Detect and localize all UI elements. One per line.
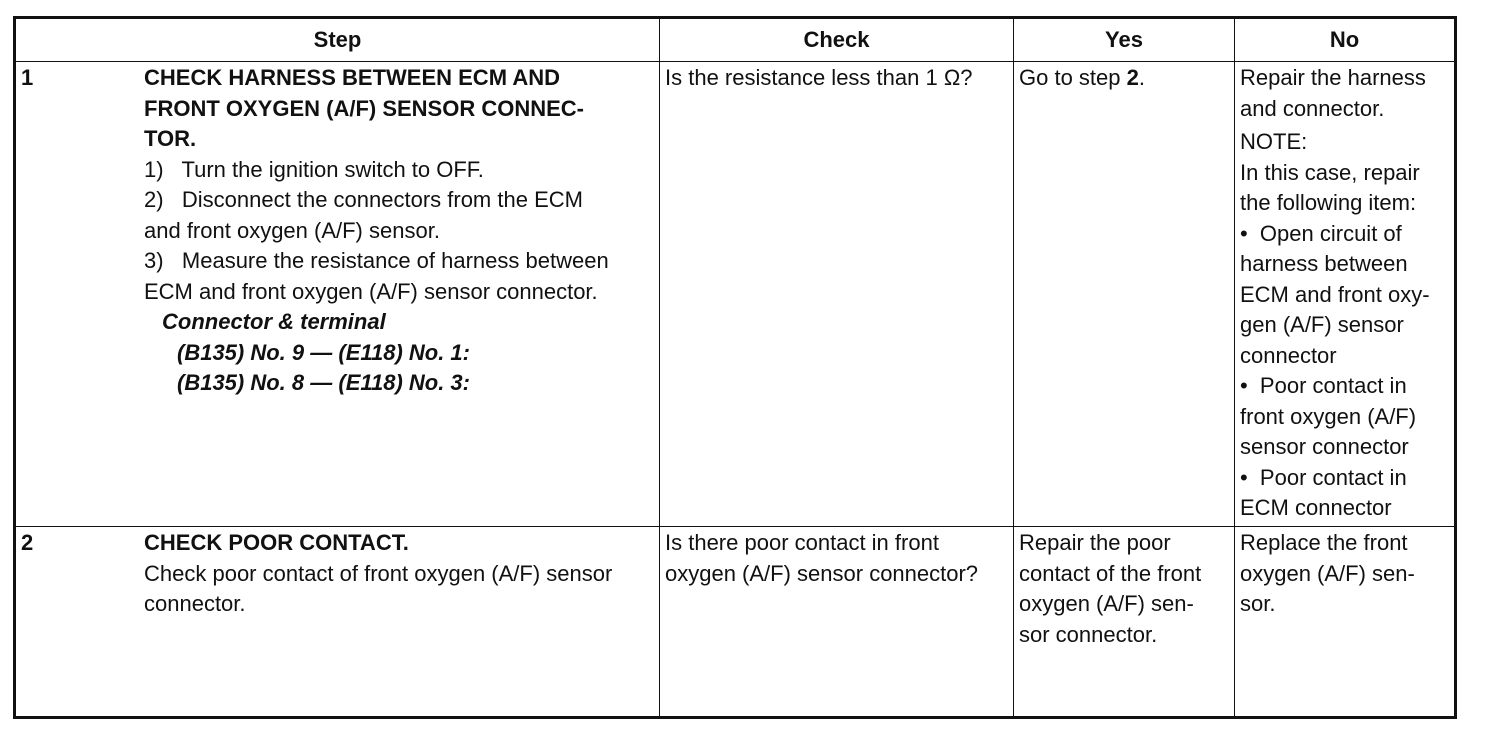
no-line: connector <box>1240 342 1337 368</box>
header-row <box>15 18 1456 62</box>
step-body <box>144 63 655 399</box>
no-line: sor. <box>1240 591 1276 616</box>
connector-terminal-line: (B135) No. 9 — (E118) No. 1: <box>177 339 470 365</box>
no-line: ECM connector <box>1240 495 1392 520</box>
procedure-line: ECM and front oxygen (A/F) sensor connector. <box>144 278 598 304</box>
procedure-line: 1) Turn the ignition switch to OFF. <box>144 156 484 182</box>
step-title-line: FRONT OXYGEN (A/F) SENSOR CONNEC- <box>144 95 585 121</box>
connector-terminal-title: Connector & terminal <box>162 309 386 334</box>
table-row <box>15 62 1456 527</box>
step-cell <box>15 62 660 527</box>
bullet-line: • Poor contact in <box>1240 373 1407 398</box>
yes-text <box>1019 63 1230 94</box>
yes-line: Repair the poor <box>1019 530 1171 555</box>
no-cell <box>1235 527 1456 718</box>
yes-cell <box>1014 527 1235 718</box>
header-yes: Yes <box>1014 18 1235 62</box>
procedure-line: 3) Measure the resistance of harness between <box>144 248 609 273</box>
yes-line: oxygen (A/F) sen- <box>1019 591 1194 616</box>
yes-line: sor connector. <box>1019 621 1158 647</box>
step-title-line: CHECK HARNESS BETWEEN ECM AND <box>144 65 560 90</box>
check-text: Is the resistance less than 1 Ω? <box>665 65 973 90</box>
no-line: sensor connector <box>1240 434 1409 459</box>
no-line: In this case, repair <box>1240 159 1420 185</box>
check-line: Is there poor contact in front <box>665 530 939 555</box>
yes-line: contact of the front <box>1019 560 1202 586</box>
no-line: and connector. <box>1240 95 1385 121</box>
diagnostic-table <box>13 16 1457 719</box>
procedure-line: 2) Disconnect the connectors from the ECM <box>144 187 583 212</box>
no-line: Repair the harness <box>1240 65 1426 90</box>
procedure-line: Check poor contact of front oxygen (A/F) sensor <box>144 560 613 586</box>
yes-prefix: Go to step <box>1019 65 1127 90</box>
step-number: 1 <box>21 65 34 90</box>
step-title-line: CHECK POOR CONTACT. <box>144 530 409 555</box>
step-number: 2 <box>21 530 34 555</box>
no-line: front oxygen (A/F) <box>1240 403 1417 429</box>
yes-suffix: . <box>1138 65 1145 90</box>
note-label: NOTE: <box>1240 129 1308 154</box>
check-cell <box>660 527 1014 718</box>
no-cell <box>1235 62 1456 527</box>
no-line: oxygen (A/F) sen- <box>1240 560 1415 586</box>
yes-cell <box>1014 62 1235 527</box>
procedure-line: connector. <box>144 591 246 616</box>
no-line: the following item: <box>1240 190 1417 215</box>
header-check: Check <box>660 18 1014 62</box>
connector-terminal-line: (B135) No. 8 — (E118) No. 3: <box>177 370 470 395</box>
step-cell <box>15 527 660 718</box>
table-row <box>15 527 1456 718</box>
header-step: Step <box>15 18 660 62</box>
no-line: harness between <box>1240 251 1408 276</box>
yes-step-link[interactable]: 2 <box>1126 65 1139 90</box>
step-body <box>144 528 655 620</box>
no-line: Replace the front <box>1240 530 1408 555</box>
bullet-line: • Poor contact in <box>1240 464 1407 490</box>
no-line: gen (A/F) sensor <box>1240 312 1404 337</box>
procedure-line: and front oxygen (A/F) sensor. <box>144 217 440 243</box>
step-title-line: TOR. <box>144 126 197 151</box>
check-line: oxygen (A/F) sensor connector? <box>665 560 979 586</box>
check-cell <box>660 62 1014 527</box>
bullet-line: • Open circuit of <box>1240 220 1402 246</box>
header-no: No <box>1235 18 1456 62</box>
no-line: ECM and front oxy- <box>1240 281 1430 307</box>
